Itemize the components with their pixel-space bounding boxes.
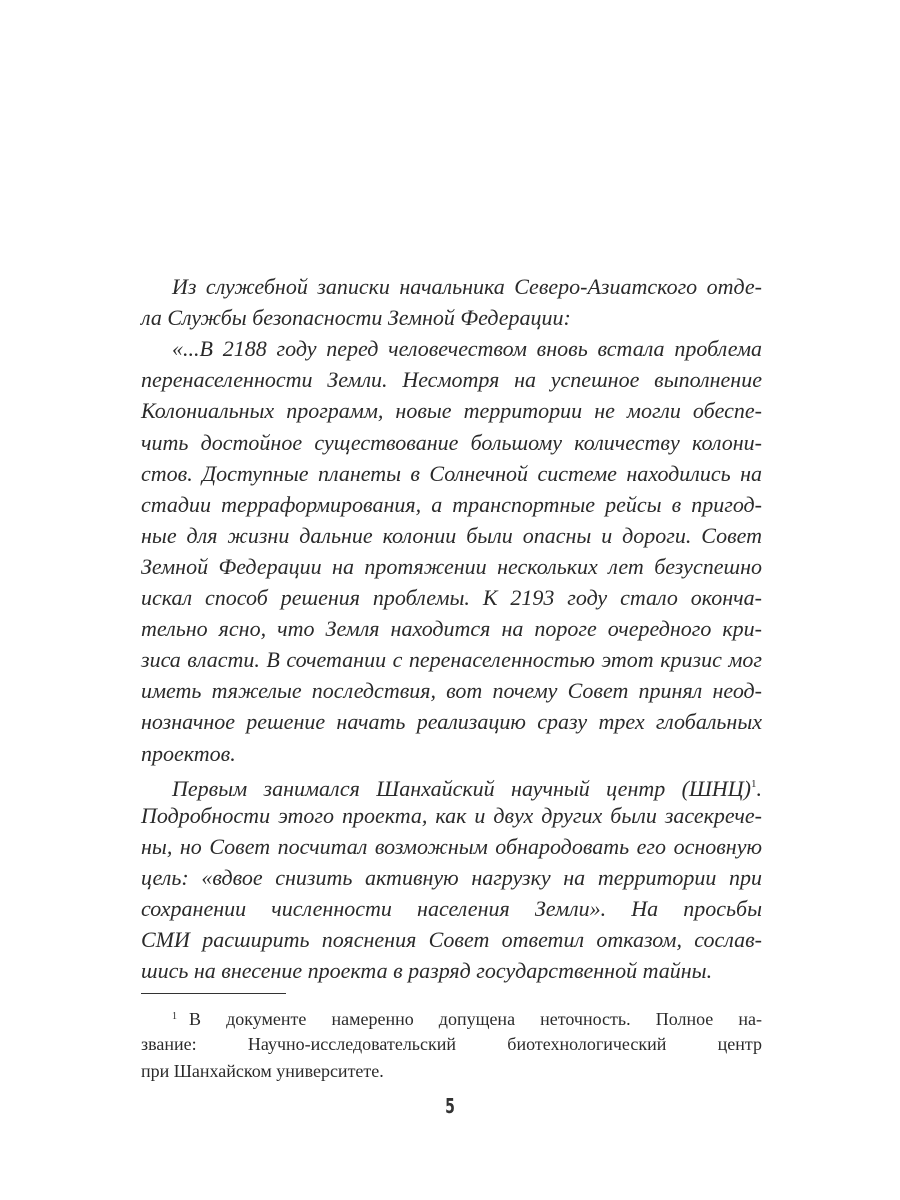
text-line	[141, 613, 762, 644]
text-line-content: Первым занимался Шанхайский научный центр (ШНЦ)	[172, 775, 751, 801]
text-line-content: нозначное решение начать реализацию сразу трех глобальных	[141, 709, 762, 735]
text-line-content: проектов.	[141, 740, 236, 766]
text-line-content: перенаселенности Земли. Несмотря на успешное выполнение	[141, 367, 762, 393]
text-line-content: Подробности этого проекта, как и двух других были засекрече-	[141, 802, 762, 828]
text-line-content: иметь тяжелые последствия, вот почему Совет принял неод-	[141, 678, 762, 704]
footnote-line	[141, 1031, 762, 1058]
text-line	[141, 955, 762, 986]
punctuation: .	[756, 775, 762, 801]
text-line	[141, 706, 762, 737]
text-line	[141, 831, 762, 862]
footnote-line-content: В документе намеренно допущена неточность. Полное на-	[189, 1009, 762, 1029]
text-line-content: цель: «вдвое снизить активную нагрузку на территории при	[141, 864, 762, 890]
text-line-content: искал способ решения проблемы. К 2193 году стало оконча-	[141, 585, 762, 610]
text-line	[141, 582, 762, 613]
text-line-content: «...В 2188 году перед человечеством вновь встала проблема	[172, 336, 762, 362]
footnote-line-content: звание: Научно-исследовательский биотехнологический центр	[141, 1033, 762, 1054]
text-line	[141, 520, 762, 551]
text-line	[141, 800, 762, 831]
text-line	[141, 893, 762, 924]
text-line	[141, 395, 762, 426]
footnote-reference[interactable]: 1	[751, 777, 757, 790]
text-line-content: тельно ясно, что Земля находится на пороге очередного кри-	[141, 616, 762, 642]
text-line-content: стов. Доступные планеты в Солнечной системе находились на	[141, 460, 762, 486]
text-line	[141, 675, 762, 706]
text-line-content: стадии терраформирования, а транспортные рейсы в пригод-	[141, 491, 762, 517]
text-line	[141, 489, 762, 520]
text-line-content: Колониальных программ, новые территории не могли обеспе-	[141, 398, 762, 424]
text-line	[141, 924, 762, 955]
footnote-line-content: при Шанхайском университете.	[141, 1061, 384, 1081]
text-line	[141, 862, 762, 893]
text-line-content: ла Службы безопасности Земной Федерации:	[141, 305, 571, 331]
text-line	[172, 333, 762, 364]
text-line-content: ные для жизни дальние колонии были опасны и дороги. Совет	[141, 522, 762, 548]
text-line-content: Из служебной записки начальника Северо-Азиатского отде-	[172, 274, 762, 299]
footnote-line	[172, 1003, 762, 1030]
text-line	[172, 271, 762, 302]
text-line	[141, 427, 762, 458]
text-line-content: Земной Федерации на протяжении нескольких лет безуспешно	[141, 553, 762, 579]
text-line-content: зиса власти. В сочетании с перенаселенностью этот кризис мог	[141, 647, 762, 673]
footnote-line	[141, 1058, 762, 1085]
text-line	[141, 302, 762, 333]
page-number: 5	[445, 1094, 455, 1118]
text-line	[141, 738, 762, 769]
text-line-content: шись на внесение проекта в разряд государственной тайны.	[141, 958, 713, 984]
footnote-marker: 1	[172, 1011, 177, 1022]
text-line	[141, 551, 762, 582]
text-line	[172, 769, 762, 800]
text-line	[141, 458, 762, 489]
footnote-divider	[141, 993, 286, 994]
text-line	[141, 644, 762, 675]
text-line-content: СМИ расширить пояснения Совет ответил отказом, сослав-	[141, 927, 762, 953]
text-line-content: чить достойное существование большому количеству колони-	[141, 429, 762, 455]
text-line	[141, 364, 762, 395]
text-line-content: сохранении численности населения Земли». На просьбы	[141, 896, 762, 921]
text-line-content: ны, но Совет посчитал возможным обнародовать его основную	[141, 833, 762, 859]
